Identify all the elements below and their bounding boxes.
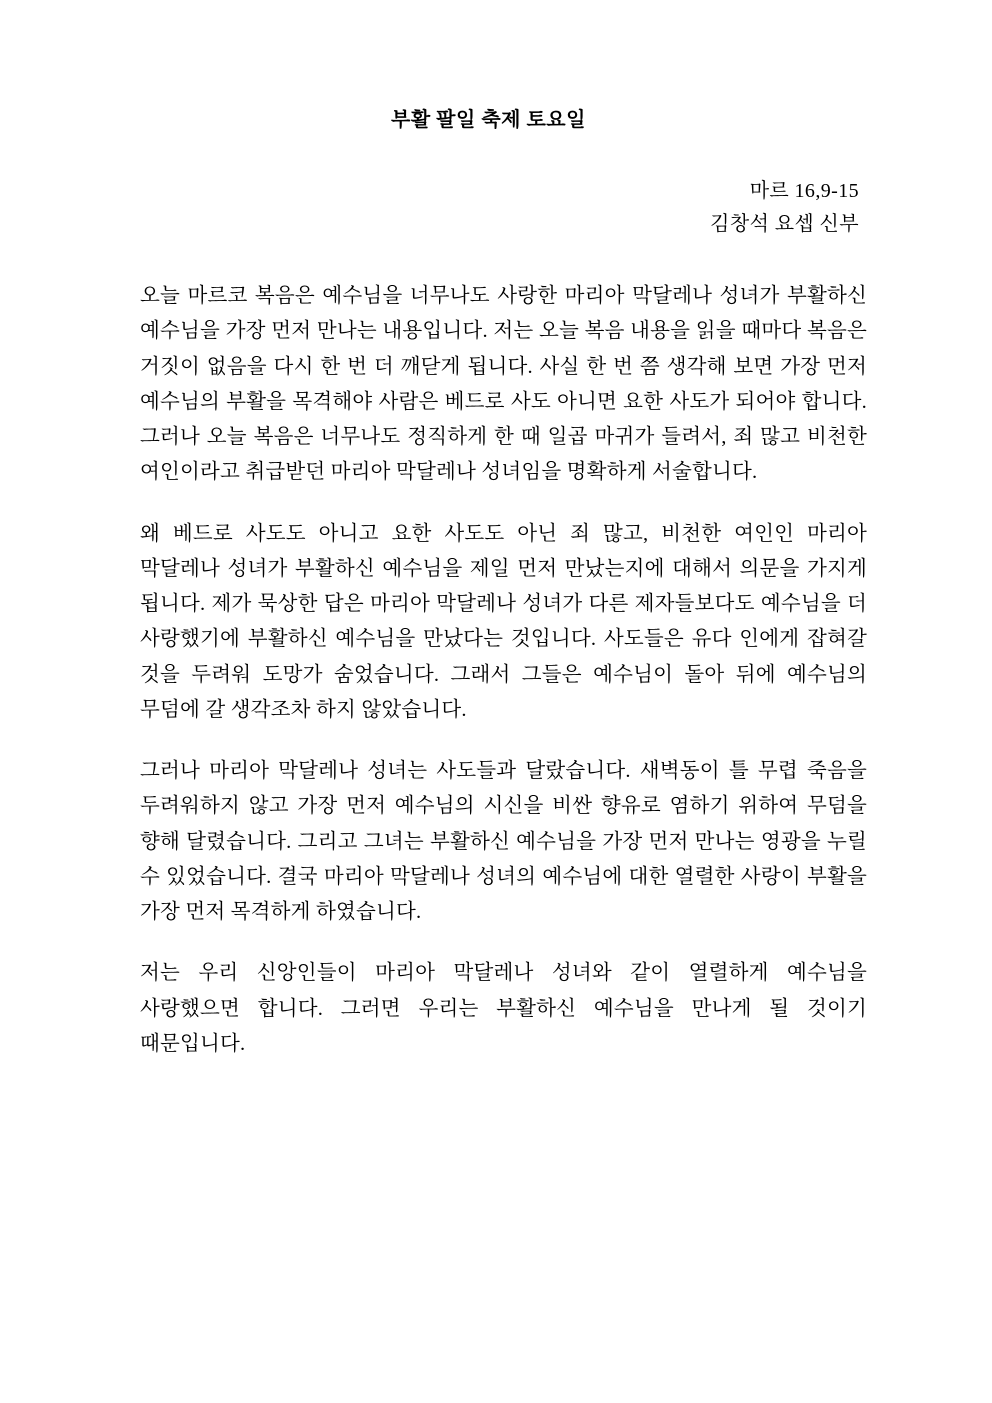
page-title: 부활 팔일 축제 토요일 bbox=[391, 109, 586, 131]
body-paragraph: 오늘 마르코 복음은 예수님을 너무나도 사랑한 마리아 막달레나 성녀가 부활하신 예수님을 가장 먼저 만나는 내용입니다. 저는 오늘 복음 내용을 읽을 때마다 복음은 거짓이 없음을 다시 한 번 더 깨닫게 됩니다. 사실 한 번 쯤 생각해 보면 가장 먼저 예수님의 부활을 목격해야 사람은 베드로 사도 아니면 요한 사도가 되어야 합니다. 그러나 오늘 복음은 너무나도 정직하게 한 때 일곱 마귀가 들려서, 죄 많고 비천한 여인이라고 취급받던 마리아 막달레나 성녀임을 명확하게 서술합니다. bbox=[140, 285, 867, 484]
author-name: 김창석 요셉 신부 bbox=[710, 213, 859, 235]
body-paragraph: 왜 베드로 사도도 아니고 요한 사도도 아닌 죄 많고, 비천한 여인인 마리아 막달레나 성녀가 부활하신 예수님을 제일 먼저 만났는지에 대해서 의문을 가지게 됩니다. 제가 묵상한 답은 마리아 막달레나 성녀가 다른 제자들보다도 예수님을 더 사랑했기에 부활하신 예수님을 만났다는 것입니다. 사도들은 유다 인에게 잡혀갈 것을 두려워 도망가 숨었습니다. 그래서 그들은 예수님이 돌아 뒤에 예수님의 무덤에 갈 생각조차 하지 않았습니다. bbox=[140, 522, 867, 721]
scripture-citation: 마르 16,9-15 bbox=[749, 180, 859, 202]
scripture-reference-block bbox=[140, 175, 867, 241]
body-paragraph: 그러나 마리아 막달레나 성녀는 사도들과 달랐습니다. 새벽동이 틀 무렵 죽음을 두려워하지 않고 가장 먼저 예수님의 시신을 비싼 향유로 염하기 위하여 무덤을 향해 달렸습니다. 그리고 그녀는 부활하신 예수님을 가장 먼저 만나는 영광을 누릴 수 있었습니다. 결국 마리아 막달레나 성녀의 예수님에 대한 열렬한 사랑이 부활을 가장 먼저 목격하게 하였습니다. bbox=[140, 760, 867, 923]
body-paragraph: 저는 우리 신앙인들이 마리아 막달레나 성녀와 같이 열렬하게 예수님을 사랑했으면 합니다. 그러면 우리는 부활하신 예수님을 만나게 될 것이기 때문입니다. bbox=[140, 962, 867, 1055]
